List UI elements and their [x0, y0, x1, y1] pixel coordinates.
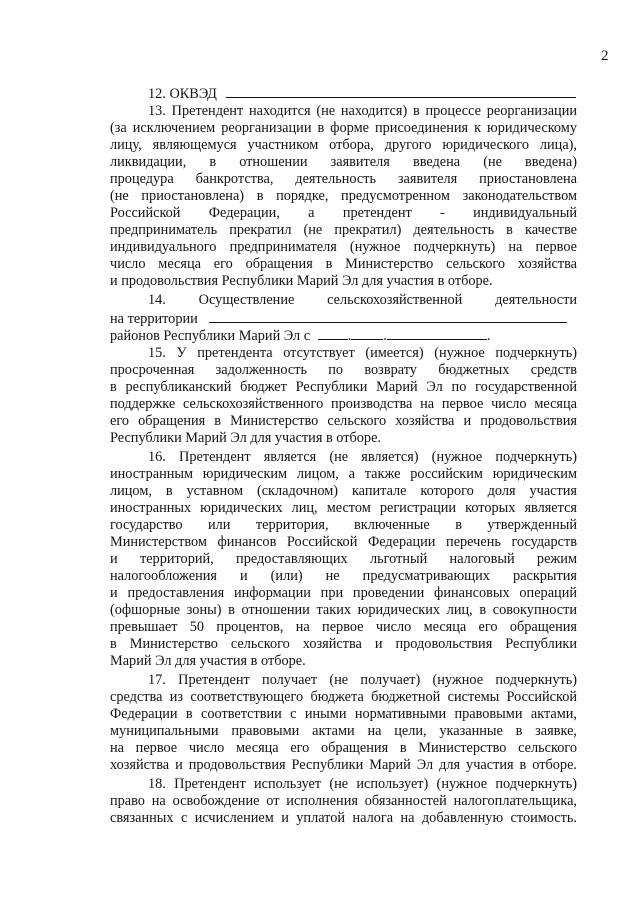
okved-field[interactable]	[226, 84, 576, 98]
item-13-line: и продовольствия Республики Марий Эл для участия в отборе.	[110, 273, 493, 289]
item-13-line: (не приостановлена) в порядке, предусмотренном законодательством	[110, 188, 577, 204]
item-16-line: иностранным юридическим лицом, а также российским юридическим	[110, 466, 577, 482]
item-17-line: Федерации в соответствии с иными нормативными правовыми актами,	[110, 706, 577, 722]
item-15-line: Республики Марий Эл для участия в отборе.	[110, 430, 381, 446]
item-17-line: средства из соответствующего бюджета бюджетной системы Российской	[110, 689, 577, 705]
item-15-line: его обращения в Министерство сельского хозяйства и продовольствия	[110, 413, 577, 429]
date-month-field[interactable]	[351, 326, 383, 340]
item-13-line: Российской Федерации, а претендент - индивидуальный	[110, 205, 577, 221]
item-16-line: в Министерство сельского хозяйства и продовольствия Республики	[110, 636, 577, 652]
item-16-line: превышает 50 процентов, на первое число месяца его обращения	[110, 619, 577, 635]
date-label: районов Республики Марий Эл с	[110, 328, 311, 344]
item-18-line: связанных с исчислением и уплатой налога на добавленную стоимость.	[110, 810, 577, 826]
item-17-line: муниципальными правовыми актами на цели, указанные в заявке,	[110, 723, 577, 739]
page-number: 2	[601, 48, 609, 64]
item-16-line: и предоставления информации при проведении финансовых операций	[110, 585, 577, 601]
item-13-line: процедура банкротства, деятельность заявителя приостановлена	[110, 171, 577, 187]
item-16-line: 16. Претендент является (не является) (нужное подчеркнуть)	[148, 449, 577, 465]
item-17-line: хозяйства и продовольствия Республики Марий Эл для участия в отборе.	[110, 757, 577, 773]
okved-label: 12. ОКВЭД	[148, 86, 217, 102]
item-12	[148, 84, 576, 103]
item-15-line: в республиканский бюджет Республики Марий Эл по государственной	[110, 379, 577, 395]
date-period: .	[486, 328, 491, 344]
item-16-line: иностранных юридических лиц, местом регистрации которых является	[110, 500, 577, 516]
item-16-line: Министерством финансов Российской Федерации перечень государств	[110, 534, 577, 550]
item-16-line: налогообложения и (или) не предусматривающих раскрытия	[110, 568, 577, 584]
item-13-line: число месяца его обращения в Министерство сельского хозяйства	[110, 256, 577, 272]
item-16-line: и территорий, предоставляющих льготный налоговый режим	[110, 551, 577, 567]
date-day-field[interactable]	[318, 326, 348, 340]
item-15-line: просроченная задолженность по возврату бюджетных средств	[110, 362, 577, 378]
date-year-field[interactable]	[387, 326, 487, 340]
item-16-line: государство или территория, включенные в утвержденный	[110, 517, 577, 533]
item-13-line: ликвидации, в отношении заявителя введена (не введена)	[110, 154, 577, 170]
item-13-line: индивидуального предпринимателя (нужное подчеркнуть) на первое	[110, 239, 577, 255]
item-13-line: 13. Претендент находится (не находится) в процессе реорганизации	[148, 103, 577, 119]
territory-label: на территории	[110, 311, 198, 327]
item-14-date-row: районов Республики Марий Эл с . . .	[110, 328, 491, 344]
item-15-line: 15. У претендента отсутствует (имеется) (нужное подчеркнуть)	[148, 345, 577, 361]
item-17-line: 17. Претендент получает (не получает) (нужное подчеркнуть)	[148, 672, 577, 688]
item-15-line: поддержке сельскохозяйственного производства на первое число месяца	[110, 396, 577, 412]
item-13-line: предприниматель прекратил (не прекратил) деятельность в качестве	[110, 222, 577, 238]
item-16-line: лицом, в уставном (складочном) капитале которого доля участия	[110, 483, 577, 499]
territory-field[interactable]	[209, 309, 567, 323]
item-14-line: 14. Осуществление сельскохозяйственной деятельности	[148, 292, 577, 308]
item-13-line: (за исключением реорганизации в форме присоединения к юридическому	[110, 120, 577, 136]
item-16-line: Марий Эл для участия в отборе.	[110, 653, 306, 669]
item-18-line: право на освобождение от исполнения обязанностей налогоплательщика,	[110, 793, 577, 809]
item-13-line: лицу, являющемуся участником отбора, другого юридического лица),	[110, 137, 577, 153]
item-16-line: (офшорные зоны) в отношении таких юридических лиц, в совокупности	[110, 602, 577, 618]
item-18-line: 18. Претендент использует (не использует) (нужное подчеркнуть)	[148, 776, 577, 792]
item-17-line: на первое число месяца его обращения в Министерство сельского	[110, 740, 577, 756]
